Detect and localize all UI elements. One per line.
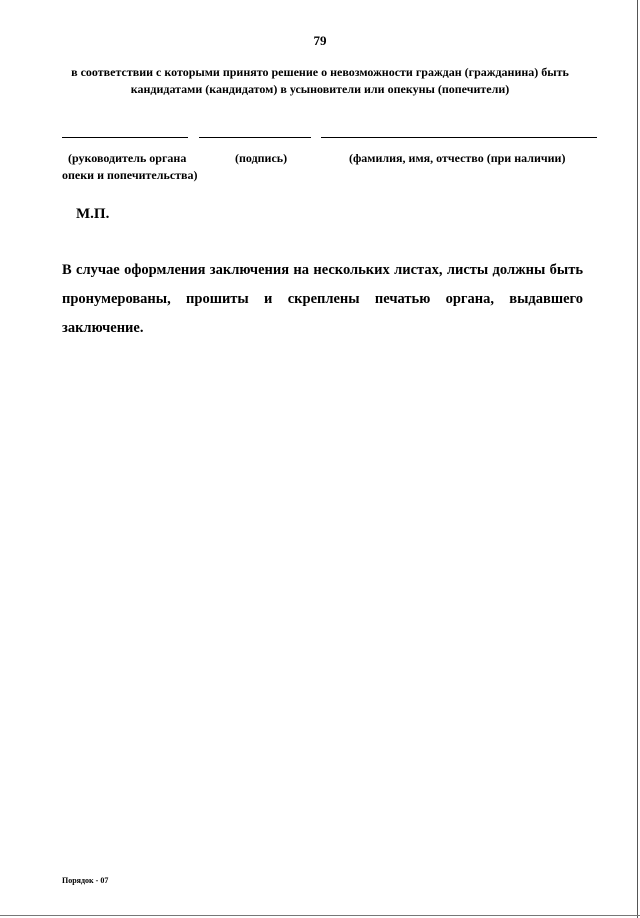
intro-paragraph	[60, 64, 580, 98]
intro-line-1: в соответствии с которыми принято решение о невозможности граждан (гражданина) быть	[71, 65, 569, 79]
head-signature-line	[62, 137, 188, 138]
head-caption-line-1: (руководитель органа	[68, 151, 187, 165]
head-caption	[62, 150, 198, 184]
page-edge-bottom	[0, 915, 640, 916]
stamp-placeholder: М.П.	[76, 206, 110, 222]
note-paragraph: В случае оформления заключения на нескольких листах, листы должны быть пронумерованы, прошиты и скреплены печатью органа, выдавшего заключение.	[62, 262, 583, 336]
signature-line	[199, 137, 311, 138]
intro-line-2: кандидатами (кандидатом) в усыновители или опекуны (попечители)	[130, 82, 510, 96]
full-name-caption: (фамилия, имя, отчество (при наличии)	[349, 151, 566, 165]
full-name-line	[321, 137, 597, 138]
page-number: 79	[313, 33, 327, 48]
signature-caption: (подпись)	[235, 151, 288, 165]
page-edge-right	[637, 0, 638, 918]
footer-code: Порядок - 07	[62, 876, 109, 885]
head-caption-line-2: опеки и попечительства)	[62, 168, 198, 182]
